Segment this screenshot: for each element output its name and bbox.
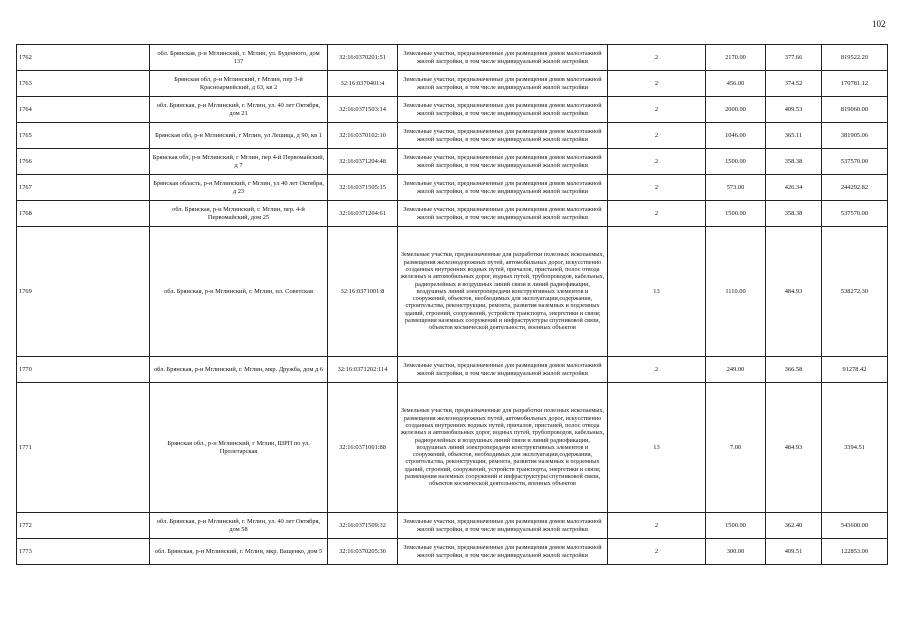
- land-plot-table: [16, 44, 888, 565]
- address-cell: обл. Брянская, р-н Мглинский, г. Мглин, ул. 40 лет Октября, дом 58: [150, 513, 328, 539]
- area-cell: 456.00: [706, 71, 766, 97]
- permitted-use-cell: Земельные участки, предназначенные для размещения домов малоэтажной жилой застройки, в том числе индивидуальной жилой застройки: [398, 201, 608, 227]
- row-number: 1773: [17, 539, 150, 565]
- table-row: [17, 45, 888, 71]
- cadastral-number-cell: 32:16:0371505:15: [328, 175, 398, 201]
- row-number: 1764: [17, 97, 150, 123]
- table-row: [17, 97, 888, 123]
- row-number: 1770: [17, 357, 150, 383]
- cadastral-number-cell: 32:16:0370401:4: [328, 71, 398, 97]
- cadastral-value-cell: 819060.00: [822, 97, 888, 123]
- row-number: 1765: [17, 123, 150, 149]
- address-cell: Брянская обл, р-н Мглинский, г Мглин, пер 4-й Первомайский, д 7: [150, 149, 328, 175]
- table-row: [17, 383, 888, 513]
- cadastral-value-cell: 122853.00: [822, 539, 888, 565]
- specific-value-cell: 362.40: [766, 513, 822, 539]
- area-cell: 7.00: [706, 383, 766, 513]
- specific-value-cell: 365.11: [766, 123, 822, 149]
- cadastral-number-cell: 32:16:0371001:8: [328, 227, 398, 357]
- permitted-use-cell: Земельные участки, предназначенные для размещения домов малоэтажной жилой застройки, в том числе индивидуальной жилой застройки: [398, 45, 608, 71]
- category-cell: 2: [608, 149, 706, 175]
- cadastral-value-cell: 537570.00: [822, 149, 888, 175]
- cadastral-value-cell: 91278.42: [822, 357, 888, 383]
- permitted-use-cell: Земельные участки, предназначенные для разработки полезных ископаемых, размещения железнодорожных путей, автомобильных дорог, искусственно созданных внутренних водных путей, причалов, пристаней, полос отвода железных и автомобильных дорог, водных путей, трубопроводов, кабельных, радиорелейных и воздушных линий связи и линий радиофикации, воздушных линий электропередачи конструктивных элементов и сооружений, объектов, необходимых для эксплуатации,содержания, строительства, реконструкции, ремонта, развития наземных и подземных зданий, строений, сооружений, устройств транспорта, энергетики и связи; размещения наземных сооружений и инфраструктуры спутниковой связи, объектов космической деятельности, военных объектов: [398, 227, 608, 357]
- category-cell: 2: [608, 71, 706, 97]
- row-number: 1763: [17, 71, 150, 97]
- permitted-use-cell: Земельные участки, предназначенные для размещения домов малоэтажной жилой застройки, в том числе индивидуальной жилой застройки: [398, 149, 608, 175]
- table-row: [17, 539, 888, 565]
- row-number: 1767: [17, 175, 150, 201]
- specific-value-cell: 484.93: [766, 227, 822, 357]
- category-cell: 2: [608, 201, 706, 227]
- permitted-use-cell: Земельные участки, предназначенные для размещения домов малоэтажной жилой застройки, в том числе индивидуальной жилой застройки: [398, 71, 608, 97]
- table-row: [17, 227, 888, 357]
- specific-value-cell: 409.51: [766, 539, 822, 565]
- address-cell: обл. Брянская, р-н Мглинский, г. Мглин, мкр. Дружба, дом д 6: [150, 357, 328, 383]
- permitted-use-cell: Земельные участки, предназначенные для размещения домов малоэтажной жилой застройки, в том числе индивидуальной жилой застройки: [398, 175, 608, 201]
- cadastral-value-cell: 381905.06: [822, 123, 888, 149]
- address-cell: обл. Брянская, р-н Мглинский, г. Мглин, ул. Буденного, дом 137: [150, 45, 328, 71]
- area-cell: 1500.00: [706, 149, 766, 175]
- cadastral-value-cell: 538272.30: [822, 227, 888, 357]
- area-cell: 2170.00: [706, 45, 766, 71]
- row-number: 1771: [17, 383, 150, 513]
- cadastral-number-cell: 32:16:0370205:36: [328, 539, 398, 565]
- area-cell: 249.00: [706, 357, 766, 383]
- permitted-use-cell: Земельные участки, предназначенные для размещения домов малоэтажной жилой застройки, в том числе индивидуальной жилой застройки: [398, 97, 608, 123]
- address-cell: Брянская область, р-н Мглинский, г Мглин, ул 40 лет Октября, д 23: [150, 175, 328, 201]
- cadastral-number-cell: 32:16:0370201:51: [328, 45, 398, 71]
- address-cell: Брянская обл., р-н Мглинский, г Мглин, ШРП по ул. Пролетарская: [150, 383, 328, 513]
- cadastral-number-cell: 32:16:0371509:32: [328, 513, 398, 539]
- category-cell: 2: [608, 45, 706, 71]
- address-cell: обл. Брянская, р-н Мглинский, г. Мглин, ул. 40 лет Октября, дом 21: [150, 97, 328, 123]
- address-cell: обл. Брянская, р-н Мглинский, г. Мглин, пл. Советская: [150, 227, 328, 357]
- area-cell: 1046.00: [706, 123, 766, 149]
- cadastral-number-cell: 32:16:0371001:88: [328, 383, 398, 513]
- table-row: [17, 513, 888, 539]
- table-row: [17, 175, 888, 201]
- cadastral-number-cell: 32:16:0371202:114: [328, 357, 398, 383]
- table-row: [17, 201, 888, 227]
- table-row: [17, 149, 888, 175]
- area-cell: 1500.00: [706, 201, 766, 227]
- address-cell: Брянская обл, р-н Мглинский, г Мглин, пер 3-й Красноармейский, д 63, кв 2: [150, 71, 328, 97]
- specific-value-cell: 358.38: [766, 149, 822, 175]
- cadastral-number-cell: 32:16:0370102:10: [328, 123, 398, 149]
- page-number: 102: [872, 19, 886, 29]
- table-row: [17, 71, 888, 97]
- cadastral-number-cell: 32:16:0371204:61: [328, 201, 398, 227]
- specific-value-cell: 358.38: [766, 201, 822, 227]
- cadastral-value-cell: 537570.00: [822, 201, 888, 227]
- address-cell: обл. Брянская, р-н Мглинский, г. Мглин, мкр. Ващенко, дом 5: [150, 539, 328, 565]
- category-cell: 2: [608, 513, 706, 539]
- category-cell: 2: [608, 539, 706, 565]
- permitted-use-cell: Земельные участки, предназначенные для размещения домов малоэтажной жилой застройки, в том числе индивидуальной жилой застройки: [398, 513, 608, 539]
- row-number: 1766: [17, 149, 150, 175]
- permitted-use-cell: Земельные участки, предназначенные для размещения домов малоэтажной жилой застройки, в том числе индивидуальной жилой застройки: [398, 123, 608, 149]
- permitted-use-cell: Земельные участки, предназначенные для разработки полезных ископаемых, размещения железнодорожных путей, автомобильных дорог, искусственно созданных внутренних водных путей, причалов, пристаней, полос отвода железных и автомобильных дорог, водных путей, трубопроводов, кабельных, радиорелейных и воздушных линий связи и линий радиофикации, воздушных линий электропередачи конструктивных элементов и сооружений, объектов, необходимых для эксплуатации,содержания, строительства, реконструкции, ремонта, развития наземных и подземных зданий, строений, сооружений, устройств транспорта, энергетики и связи; размещения наземных сооружений и инфраструктуры спутниковой связи, объектов космической деятельности, военных объектов: [398, 383, 608, 513]
- specific-value-cell: 377.66: [766, 45, 822, 71]
- table-row: [17, 357, 888, 383]
- address-cell: обл. Брянская, р-н Мглинский, г. Мглин, пер. 4-й Первомайский, дом 25: [150, 201, 328, 227]
- table-row: [17, 123, 888, 149]
- category-cell: 13: [608, 383, 706, 513]
- area-cell: 300.00: [706, 539, 766, 565]
- cadastral-number-cell: 32:16:0371503:14: [328, 97, 398, 123]
- cadastral-value-cell: 819522.20: [822, 45, 888, 71]
- row-number: 1772: [17, 513, 150, 539]
- permitted-use-cell: Земельные участки, предназначенные для размещения домов малоэтажной жилой застройки, в том числе индивидуальной жилой застройки: [398, 539, 608, 565]
- cadastral-value-cell: 543600.00: [822, 513, 888, 539]
- cadastral-value-cell: 170781.12: [822, 71, 888, 97]
- cadastral-number-cell: 32:16:0371204:48: [328, 149, 398, 175]
- address-cell: Брянская обл, р-н Мглинский, г Мглин, ул Лешица, д 90, кв 1: [150, 123, 328, 149]
- category-cell: 2: [608, 175, 706, 201]
- area-cell: 573.00: [706, 175, 766, 201]
- category-cell: 2: [608, 123, 706, 149]
- area-cell: 2000.00: [706, 97, 766, 123]
- row-number: 1769: [17, 227, 150, 357]
- category-cell: 13: [608, 227, 706, 357]
- specific-value-cell: 374.52: [766, 71, 822, 97]
- specific-value-cell: 409.53: [766, 97, 822, 123]
- row-number: 1762: [17, 45, 150, 71]
- specific-value-cell: 484.93: [766, 383, 822, 513]
- area-cell: 1110.00: [706, 227, 766, 357]
- row-number: 1768: [17, 201, 150, 227]
- permitted-use-cell: Земельные участки, предназначенные для размещения домов малоэтажной жилой застройки, в том числе индивидуальной жилой застройки: [398, 357, 608, 383]
- specific-value-cell: 366.58: [766, 357, 822, 383]
- specific-value-cell: 426.34: [766, 175, 822, 201]
- category-cell: 2: [608, 357, 706, 383]
- area-cell: 1500.00: [706, 513, 766, 539]
- cadastral-value-cell: 244292.82: [822, 175, 888, 201]
- category-cell: 2: [608, 97, 706, 123]
- cadastral-value-cell: 3394.51: [822, 383, 888, 513]
